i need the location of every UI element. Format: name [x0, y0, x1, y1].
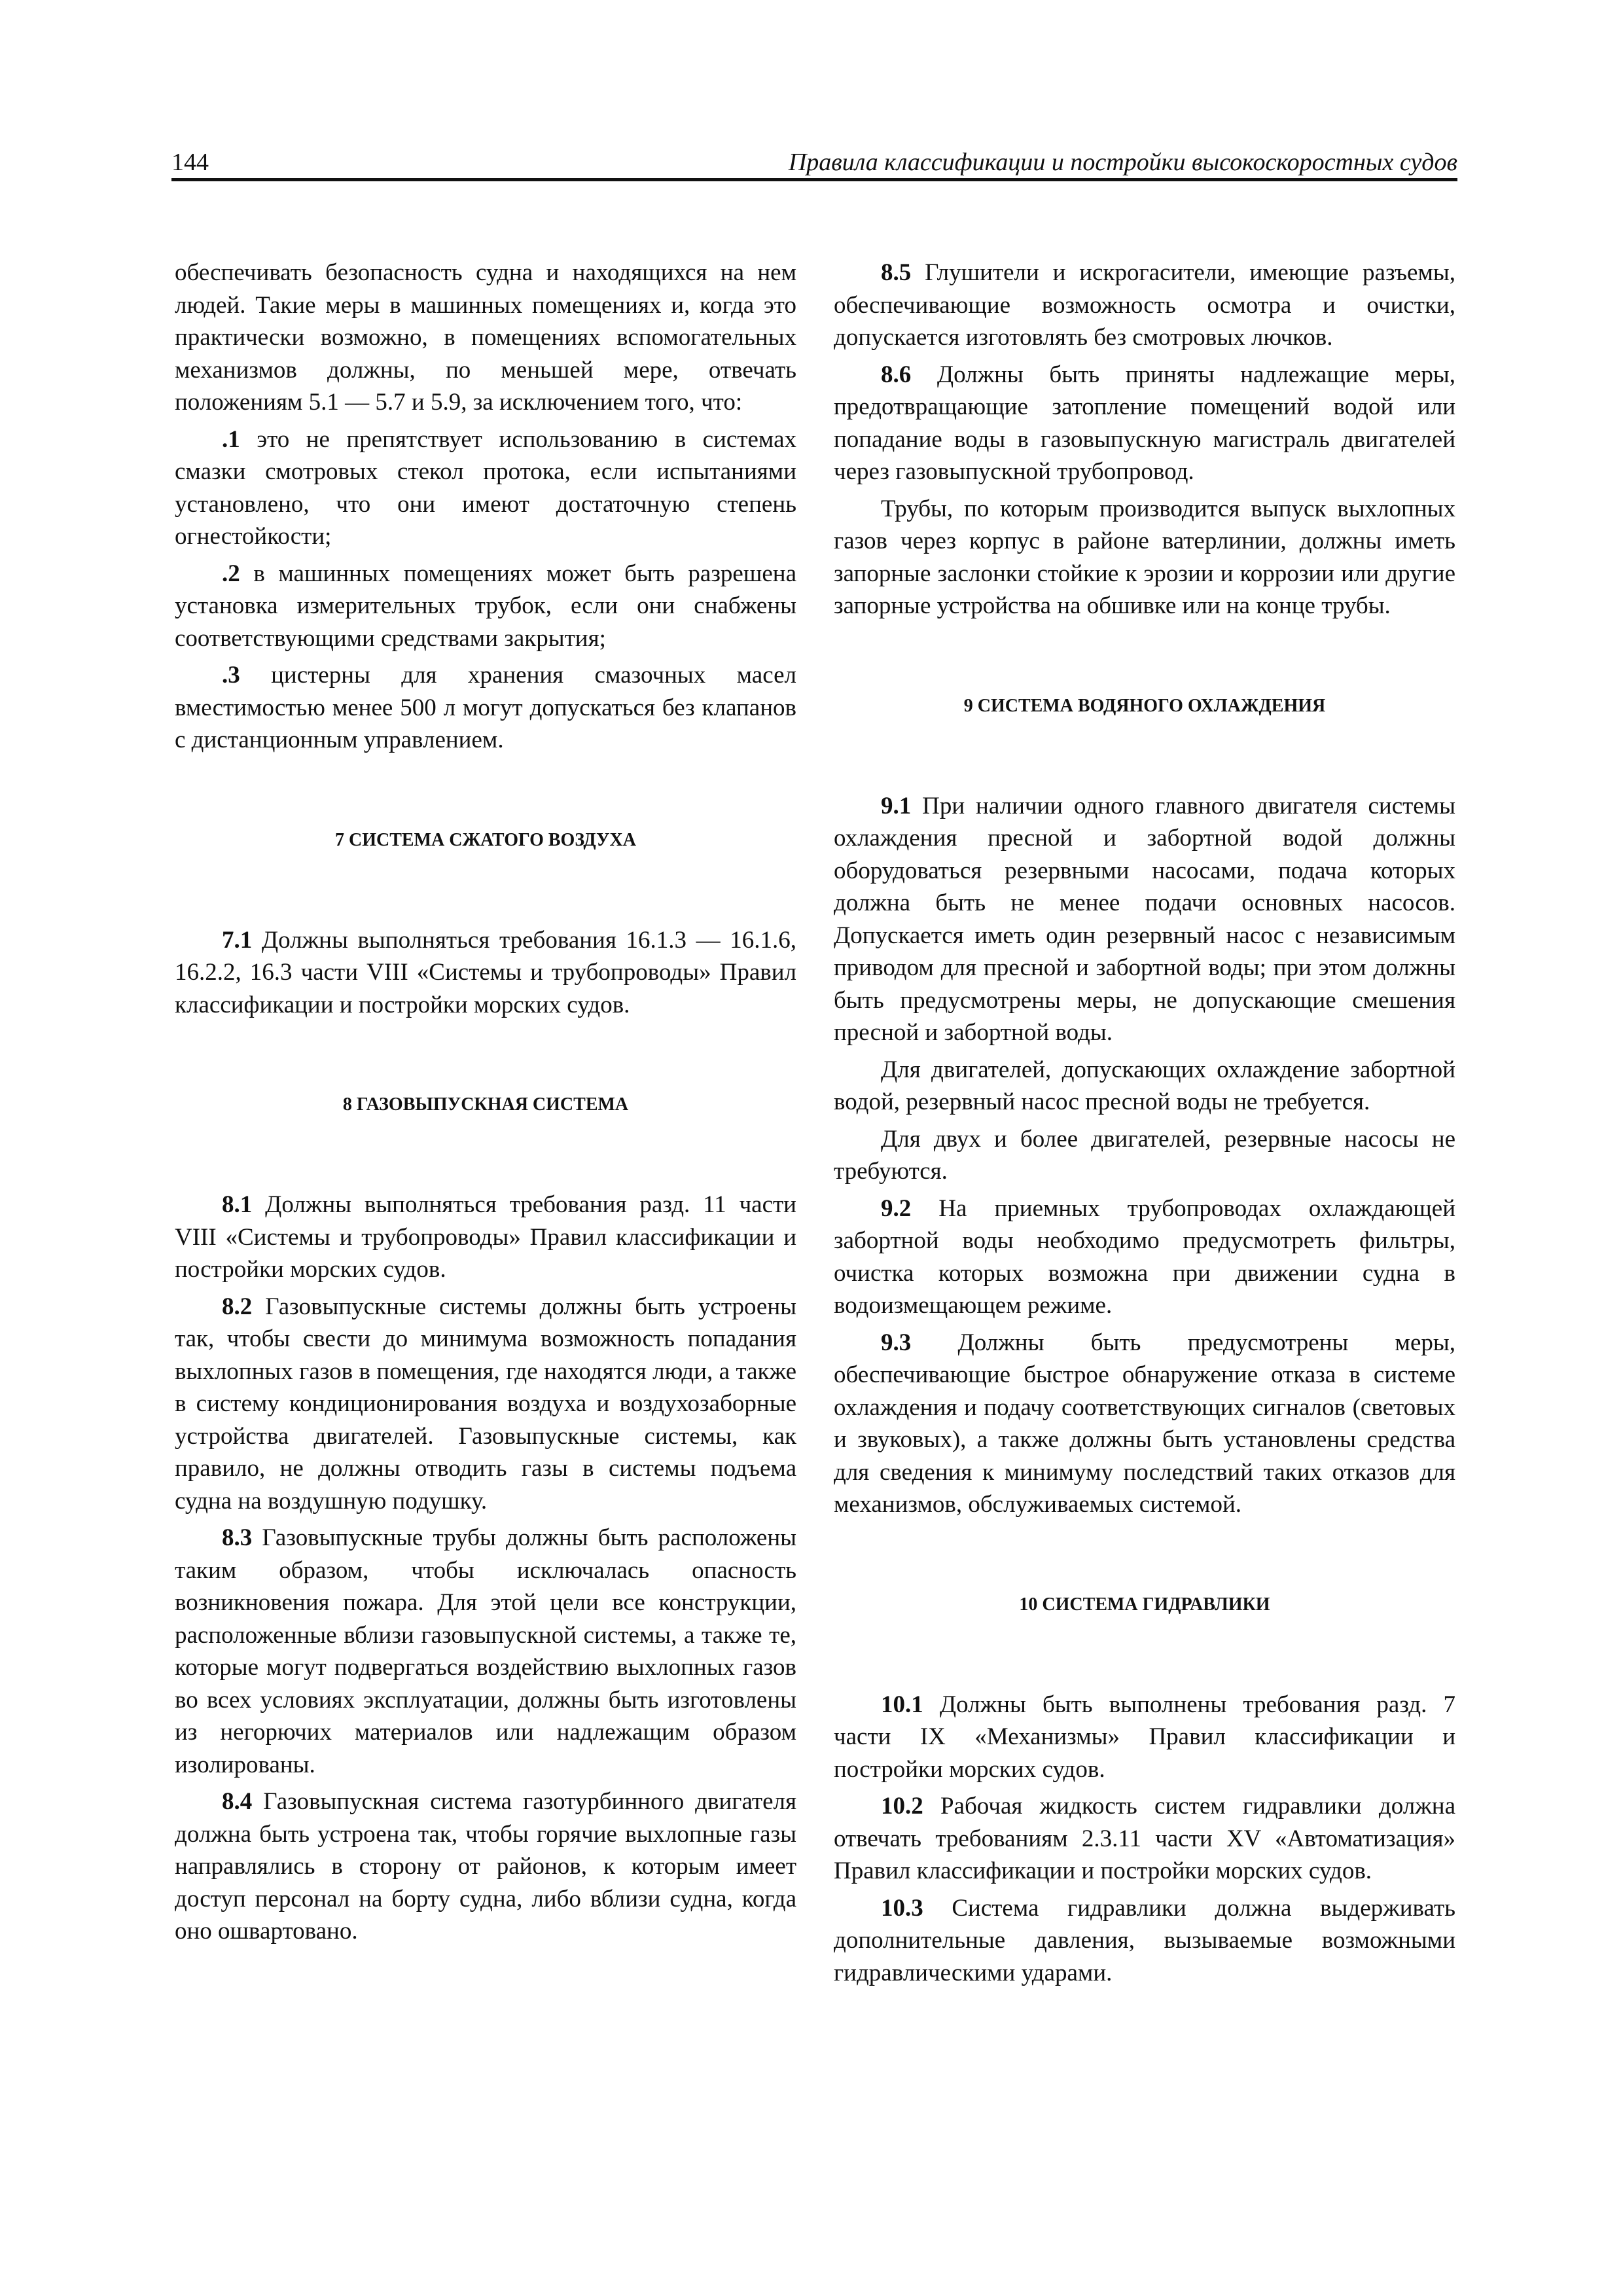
item-text: в машинных помещениях может быть разрешена установка измерительных трубок, если они снабжены соответствующими средствами закрытия; — [175, 560, 796, 652]
clause-number: 8.5 — [881, 259, 912, 286]
clause-number: 9.1 — [881, 792, 912, 819]
clause-text: Система гидравлики должна выдерживать дополнительные давления, вызываемые возможными гидравлическими ударами. — [834, 1894, 1455, 1986]
clause-number: 8.2 — [222, 1293, 253, 1320]
paragraph-10-3 — [834, 1892, 1455, 1990]
paragraph-8-6-continued: Трубы, по которым производится выпуск выхлопных газов через корпус в районе ватерлинии, должны иметь запорные заслонки стойкие к эрозии и коррозии или другие запорные устройства на обшивке или на конце трубы. — [834, 495, 1455, 619]
clause-number: 10.1 — [881, 1691, 923, 1718]
clause-text: Газовыпускные системы должны быть устроены так, чтобы свести до минимума возможность попадания выхлопных газов в помещения, где находятся люди, а также в систему кондиционирования воздуха и воздухозаборные устройства двигателей. Газовыпускные системы, как правило, не должны отводить газы в системы подъема судна на воздушную подушку. — [175, 1293, 796, 1515]
clause-number: 8.6 — [881, 361, 912, 388]
right-column — [834, 257, 1455, 1989]
clause-text: Глушители и искрогасители, имеющие разъемы, обеспечивающие возможность осмотра и очистки, допускается изготовлять без смотровых лючков. — [834, 259, 1455, 351]
clause-text: Должны выполняться требования 16.1.3 — 16.1.6, 16.2.2, 16.3 части VIII «Системы и трубопроводы» Правил классификации и постройки морских судов. — [175, 926, 796, 1018]
item-text: цистерны для хранения смазочных масел вместимостью менее 500 л могут допускаться без клапанов с дистанционным управлением. — [175, 662, 796, 753]
item-number: .1 — [222, 425, 240, 453]
paragraph-9-1 — [834, 790, 1455, 1049]
clause-text: Рабочая жидкость систем гидравлики должна отвечать требованиям 2.3.11 части XV «Автоматизация» Правил классификации и постройки морских судов. — [834, 1793, 1455, 1884]
clause-number: 7.1 — [222, 926, 253, 954]
clause-number: 8.4 — [222, 1788, 253, 1815]
paragraph-9-3 — [834, 1327, 1455, 1521]
left-column — [175, 257, 796, 1948]
clause-text: Газовыпускная система газотурбинного двигателя должна быть устроена так, чтобы горячие выхлопные газы направлялись в сторону от районов, к которым имеет доступ персонал на борту судна, либо вблизи судна, когда оно ошвартовано. — [175, 1788, 796, 1945]
list-item-1 — [175, 423, 796, 553]
clause-number: 10.3 — [881, 1894, 923, 1922]
clause-number: 8.1 — [222, 1191, 253, 1218]
paragraph-10-2 — [834, 1790, 1455, 1888]
paragraph-8-5 — [834, 257, 1455, 354]
paragraph-7-1 — [175, 924, 796, 1022]
section-heading-7: 7 СИСТЕМА СЖАТОГО ВОЗДУХА — [335, 829, 636, 850]
item-number: .3 — [222, 662, 240, 689]
clause-text: На приемных трубопроводах охлаждающей забортной воды необходимо предусмотреть фильтры, очистка которых возможна при движении судна в водоизмещающем режиме. — [834, 1194, 1455, 1319]
section-heading-8: 8 ГАЗОВЫПУСКНАЯ СИСТЕМА — [342, 1094, 629, 1115]
paragraph-9-1-note-b: Для двух и более двигателей, резервные насосы не требуются. — [834, 1125, 1455, 1185]
running-title: Правила классификации и постройки высокоскоростных судов — [788, 149, 1457, 176]
paragraph-8-6 — [834, 359, 1455, 488]
paragraph-9-1-note-a: Для двигателей, допускающих охлаждение забортной водой, резервный насос пресной воды не требуется. — [834, 1056, 1455, 1115]
paragraph-8-3 — [175, 1522, 796, 1781]
clause-text: Газовыпускные трубы должны быть расположены таким образом, чтобы исключалась опасность возникновения пожара. Для этой цели все конструкции, расположенные вблизи газовыпускной системы, а также те, которые могут подвергаться воздействию выхлопных газов во всех условиях эксплуатации, должны быть изготовлены из негорючих материалов или надлежащим образом изолированы. — [175, 1524, 796, 1778]
item-number: .2 — [222, 560, 240, 587]
section-heading-9: 9 СИСТЕМА ВОДЯНОГО ОХЛАЖДЕНИЯ — [963, 695, 1326, 716]
header-rule — [171, 178, 1457, 181]
clause-number: 8.3 — [222, 1524, 253, 1551]
clause-text: Должны выполняться требования разд. 11 части VIII «Системы и трубопроводы» Правил классификации и постройки морских судов. — [175, 1191, 796, 1283]
list-item-2 — [175, 558, 796, 655]
section-heading-10: 10 СИСТЕМА ГИДРАВЛИКИ — [1019, 1594, 1270, 1615]
clause-number: 9.3 — [881, 1329, 912, 1356]
clause-text: Должны быть приняты надлежащие меры, предотвращающие затопление помещений водой или попадание воды в газовыпускную магистраль двигателей через газовыпускной трубопровод. — [834, 361, 1455, 485]
paragraph-10-1 — [834, 1689, 1455, 1786]
page-number: 144 — [171, 149, 209, 176]
clause-number: 10.2 — [881, 1793, 923, 1820]
paragraph-9-2 — [834, 1193, 1455, 1322]
paragraph-8-2 — [175, 1291, 796, 1518]
paragraph-8-1 — [175, 1189, 796, 1286]
clause-text: При наличии одного главного двигателя системы охлаждения пресной и забортной водой должны оборудоваться резервными насосами, подача которых должна быть не менее подачи основных насосов. Допускается иметь один резервный насос с независимым приводом для пресной и забортной воды; при этом должны быть предусмотрены меры, не допускающие смешения пресной и забортной воды. — [834, 792, 1455, 1046]
list-item-3 — [175, 659, 796, 757]
continued-paragraph: обеспечивать безопасность судна и находящихся на нем людей. Такие меры в машинных помещениях и, когда это практически возможно, в помещениях вспомогательных механизмов должны, по меньшей мере, отвечать положениям 5.1 — 5.7 и 5.9, за исключением того, что: — [175, 259, 796, 416]
clause-text: Должны быть выполнены требования разд. 7 части IX «Механизмы» Правил классификации и постройки морских судов. — [834, 1691, 1455, 1783]
clause-number: 9.2 — [881, 1194, 912, 1222]
item-text: это не препятствует использованию в системах смазки смотровых стекол протока, если испытаниями установлено, что они имеют достаточную степень огнестойкости; — [175, 425, 796, 550]
clause-text: Должны быть предусмотрены меры, обеспечивающие быстрое обнаружение отказа в системе охлаждения и подачу соответствующих сигналов (световых и звуковых), а также должны быть установлены средства для сведения к минимуму последствий таких отказов для механизмов, обслуживаемых системой. — [834, 1329, 1455, 1518]
paragraph-8-4 — [175, 1785, 796, 1948]
